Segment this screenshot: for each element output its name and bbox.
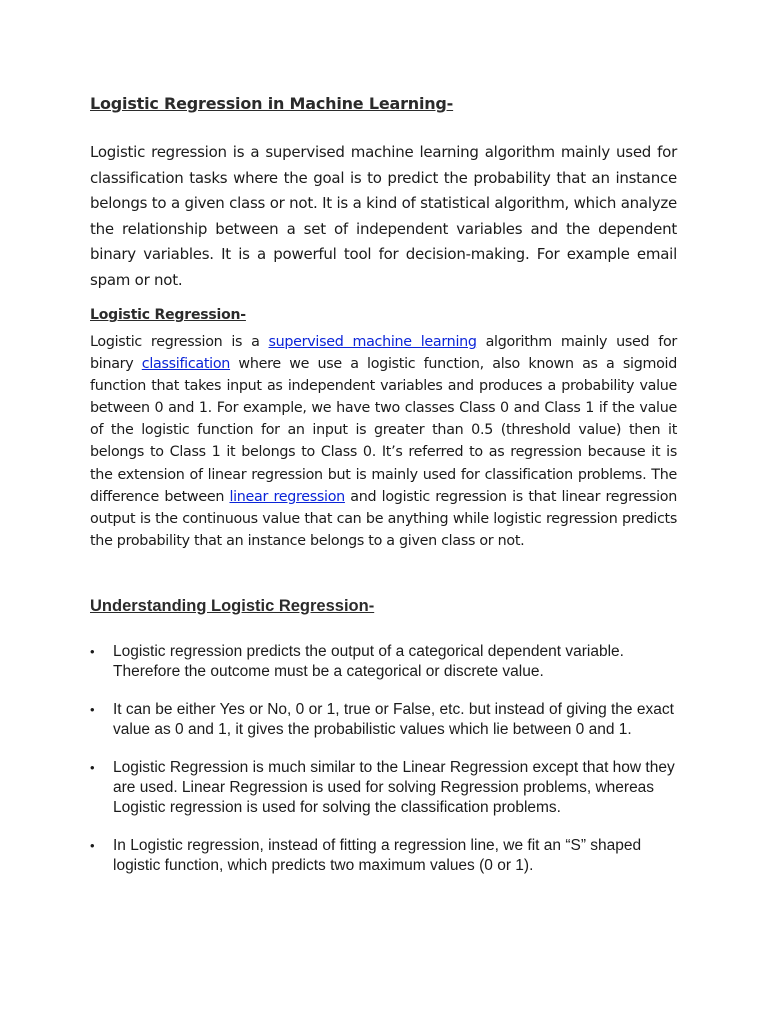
list-item-text: In Logistic regression, instead of fitting a regression line, we fit an “S” shaped logistic function, which predicts two maximum values (0 or 1). <box>113 837 642 874</box>
document-title: Logistic Regression in Machine Learning- <box>90 94 454 113</box>
list-item <box>90 758 677 818</box>
subsection-paragraph <box>90 331 677 552</box>
list-item-text: It can be either Yes or No, 0 or 1, true or False, etc. but instead of giving the exact value as 0 and 1, it gives the probabilistic values which lie between 0 and 1. <box>113 701 674 738</box>
intro-paragraph: Logistic regression is a supervised machine learning algorithm mainly used for classification tasks where the goal is to predict the probability that an instance belongs to a given class or not. It is a kind of statistical algorithm, which analyze the relationship between a set of independent variables and the dependent binary variables. It is a powerful tool for decision-making. For example email spam or not. <box>90 143 677 289</box>
subsection-title: Logistic Regression- <box>90 307 246 323</box>
paragraph-text: Logistic regression is a <box>90 334 269 350</box>
understanding-title: Understanding Logistic Regression- <box>90 597 375 615</box>
paragraph-text: where we use a logistic function, also known as a sigmoid function that takes input as independent variables and produces a probability value between 0 and 1. For example, we have two classes Class 0 and Class 1 if the value of the logistic function for an input is greater than 0.5 (threshold value) then it belongs to Class 1 it belongs to Class 0. It’s referred to as regression because it is the extension of linear regression but is mainly used for classification problems. The difference between <box>90 356 677 505</box>
paragraph-text: algorithm mainly used for binary <box>90 334 677 373</box>
list-item <box>90 642 677 682</box>
bullet-icon: • <box>90 760 95 775</box>
bullet-list <box>90 642 677 894</box>
list-item <box>90 700 677 740</box>
list-item-text: Logistic regression predicts the output of a categorical dependent variable. Therefore the outcome must be a categorical or discrete value. <box>113 643 624 680</box>
list-item <box>90 836 677 876</box>
paragraph-text: and logistic regression is that linear regression output is the continuous value that can be anything while logistic regression predicts the probability that an instance belongs to a given class or not. <box>90 488 678 549</box>
classification-link[interactable]: classification <box>141 356 231 373</box>
bullet-icon: • <box>90 702 95 717</box>
linear-regression-link[interactable]: linear regression <box>229 488 345 505</box>
bullet-icon: • <box>90 644 95 659</box>
supervised-ml-link[interactable]: supervised machine learning <box>268 334 477 350</box>
bullet-icon: • <box>90 838 95 853</box>
list-item-text: Logistic Regression is much similar to the Linear Regression except that how they are used. Linear Regression is used for solving Regression problems, whereas Logistic regression is used for solving the classification problems. <box>113 759 675 816</box>
